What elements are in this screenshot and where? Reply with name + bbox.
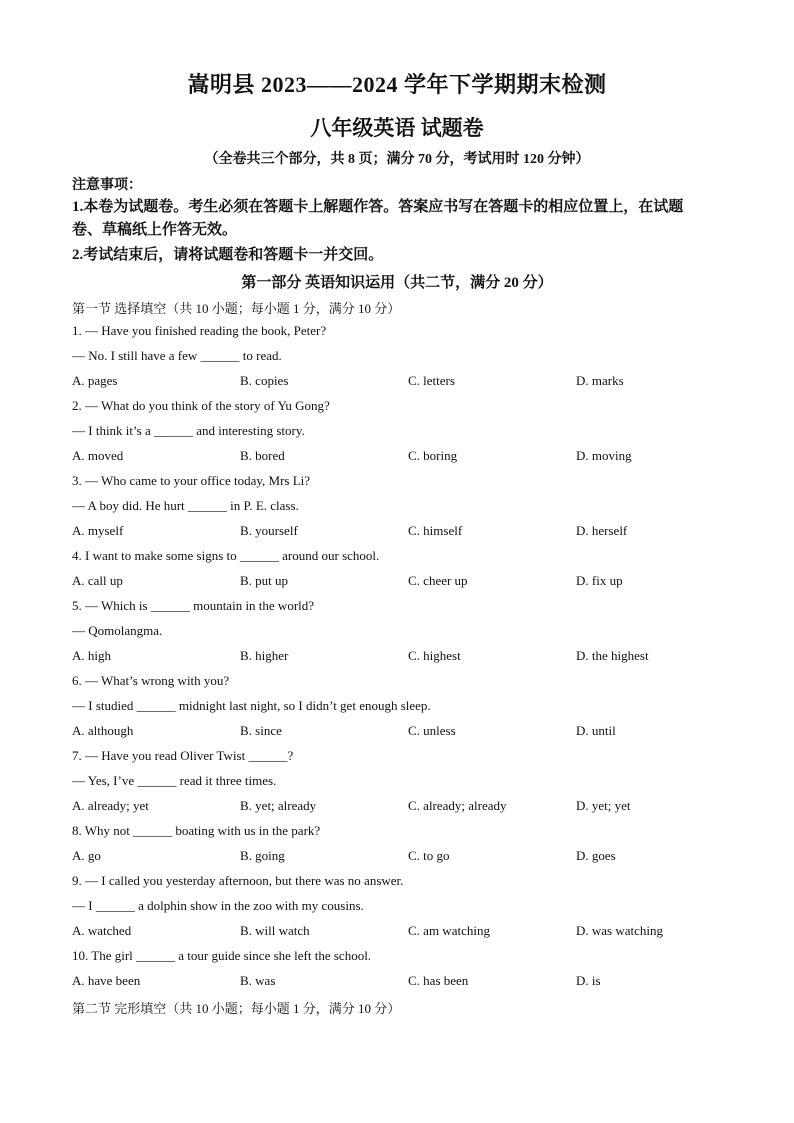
answer-option-a: A. watched	[72, 923, 132, 938]
answer-option-d: D. goes	[576, 848, 616, 863]
answer-option-a: A. go	[72, 848, 101, 863]
answer-option-c: C. himself	[408, 523, 463, 538]
question-stem: 1. — Have you finished reading the book, Peter?	[72, 323, 327, 338]
part-1-heading: 第一部分 英语知识运用（共二节，满分 20 分）	[241, 275, 553, 291]
answer-option-b: B. copies	[240, 373, 289, 388]
answer-option-d: D. the highest	[576, 648, 649, 663]
question-stem: 9. — I called you yesterday afternoon, but there was no answer.	[72, 873, 404, 888]
answer-option-a: A. have been	[72, 973, 141, 988]
answer-option-a: A. myself	[72, 523, 124, 538]
question-line: — I ______ a dolphin show in the zoo with my cousins.	[72, 898, 364, 913]
answer-option-d: D. moving	[576, 448, 632, 463]
question-stem: 2. — What do you think of the story of Yu Gong?	[72, 398, 330, 413]
answer-option-b: B. higher	[240, 648, 289, 663]
answer-option-c: C. cheer up	[408, 573, 468, 588]
question-stem: 7. — Have you read Oliver Twist ______?	[72, 748, 294, 763]
answer-option-b: B. bored	[240, 448, 285, 463]
question-line: — Qomolangma.	[72, 623, 163, 638]
answer-option-d: D. is	[576, 973, 601, 988]
question-stem: 8. Why not ______ boating with us in the park?	[72, 823, 321, 838]
answer-option-a: A. pages	[72, 373, 118, 388]
question-line: — Yes, I’ve ______ read it three times.	[72, 773, 277, 788]
answer-option-b: B. was	[240, 973, 276, 988]
answer-option-b: B. since	[240, 723, 282, 738]
question-stem: 6. — What’s wrong with you?	[72, 673, 230, 688]
answer-option-c: C. boring	[408, 448, 458, 463]
answer-option-c: C. unless	[408, 723, 456, 738]
answer-option-b: B. going	[240, 848, 285, 863]
answer-option-b: B. yourself	[240, 523, 298, 538]
question-line: — I think it’s a ______ and interesting story.	[72, 423, 305, 438]
answer-option-d: D. herself	[576, 523, 628, 538]
exam-info: （全卷共三个部分，共 8 页；满分 70 分，考试用时 120 分钟）	[204, 152, 590, 167]
section-1-heading: 第一节 选择填空（共 10 小题；每小题 1 分，满分 10 分）	[72, 301, 401, 316]
answer-option-c: C. letters	[408, 373, 455, 388]
answer-option-c: C. already; already	[408, 798, 507, 813]
answer-option-a: A. already; yet	[72, 798, 149, 813]
answer-option-d: D. until	[576, 723, 616, 738]
answer-option-c: C. to go	[408, 848, 450, 863]
note-1-line-2: 卷、草稿纸上作答无效。	[72, 222, 238, 238]
answer-option-d: D. fix up	[576, 573, 623, 588]
question-stem: 5. — Which is ______ mountain in the world?	[72, 598, 315, 613]
answer-option-d: D. yet; yet	[576, 798, 631, 813]
question-stem: 4. I want to make some signs to ______ around our school.	[72, 548, 380, 563]
answer-option-d: D. was watching	[576, 923, 664, 938]
section-2-heading: 第二节 完形填空（共 10 小题；每小题 1 分，满分 10 分）	[72, 1001, 401, 1016]
answer-option-a: A. call up	[72, 573, 123, 588]
note-2: 2.考试结束后，请将试题卷和答题卡一并交回。	[72, 247, 384, 263]
answer-option-c: C. am watching	[408, 923, 490, 938]
exam-title: 嵩明县 2023——2024 学年下学期期末检测	[187, 72, 607, 97]
answer-option-c: C. highest	[408, 648, 461, 663]
answer-option-b: B. will watch	[240, 923, 310, 938]
notes-heading: 注意事项：	[72, 178, 142, 193]
question-stem: 3. — Who came to your office today, Mrs Li?	[72, 473, 311, 488]
answer-option-b: B. yet; already	[240, 798, 317, 813]
note-1-line-1: 1.本卷为试题卷。考生必须在答题卡上解题作答。答案应书写在答题卡的相应位置上，在试题	[72, 199, 684, 215]
answer-option-b: B. put up	[240, 573, 289, 588]
answer-option-c: C. has been	[408, 973, 469, 988]
question-line: — I studied ______ midnight last night, so I didn’t get enough sleep.	[72, 698, 431, 713]
question-stem: 10. The girl ______ a tour guide since she left the school.	[72, 948, 372, 963]
answer-option-d: D. marks	[576, 373, 624, 388]
question-line: — A boy did. He hurt ______ in P. E. class.	[72, 498, 299, 513]
question-line: — No. I still have a few ______ to read.	[72, 348, 282, 363]
answer-option-a: A. although	[72, 723, 134, 738]
exam-subject: 八年级英语 试题卷	[310, 116, 484, 140]
answer-option-a: A. moved	[72, 448, 124, 463]
answer-option-a: A. high	[72, 648, 111, 663]
